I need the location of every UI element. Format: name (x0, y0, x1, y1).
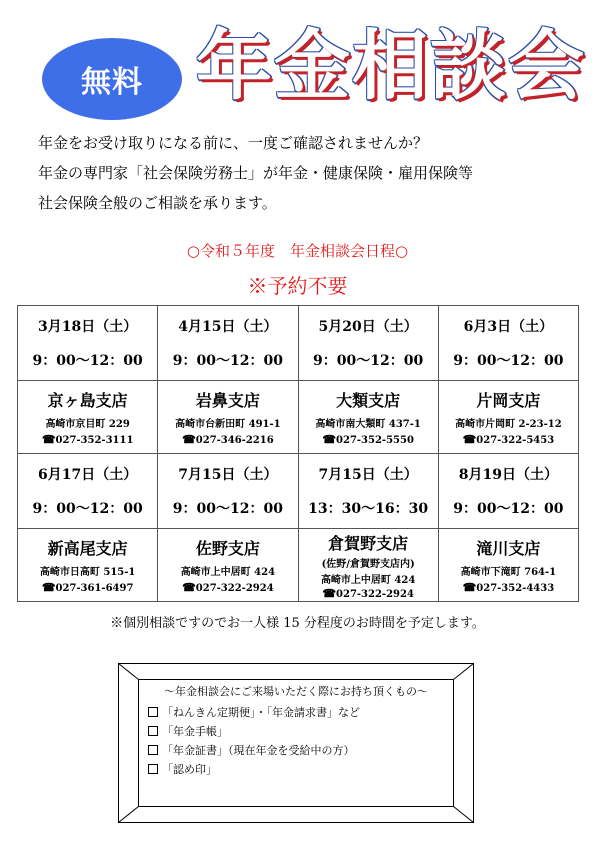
branch-cell (438, 529, 578, 602)
tel-number: 027-361-6497 (55, 583, 134, 594)
branch-name: 新高尾支店 (47, 539, 128, 558)
phone-icon: ☎ (322, 586, 337, 600)
branch-note: (佐野/倉賀野支店内) (321, 558, 415, 570)
intro-line: 年金をお受け取りになる前に、一度ご確認されませんか？ (38, 134, 429, 152)
table-row (18, 381, 579, 454)
session-date: 4月15日（土） (178, 319, 278, 335)
branch-cell (298, 381, 438, 454)
checkbox-icon (148, 707, 158, 717)
branch-name: 倉賀野支店 (328, 533, 409, 553)
bring-items-list (148, 703, 444, 779)
table-row (18, 529, 579, 602)
phone-icon: ☎ (462, 581, 477, 594)
session-time: 9：00〜12：00 (172, 353, 283, 369)
tel-number: 027-352-4433 (476, 583, 555, 594)
session-date: 5月20日（土） (318, 319, 418, 335)
branch-cell (298, 529, 438, 602)
session-time: 9：00〜12：00 (313, 353, 424, 369)
schedule-table (17, 305, 579, 602)
branch-name: 滝川支店 (476, 539, 541, 558)
session-date: 8月19日（土） (458, 467, 558, 483)
date-cell (298, 306, 438, 381)
branch-name: 片岡支店 (476, 391, 541, 410)
date-cell (158, 454, 298, 529)
branch-name: 佐野支店 (195, 539, 260, 558)
checkbox-icon (148, 726, 158, 736)
branch-tel (158, 433, 297, 446)
intro-line: 社会保険全般のご相談を承ります。 (38, 194, 277, 212)
branch-address: 高崎市片岡町 2-23-12 (455, 419, 562, 430)
bring-item-label: 「年金証書」（現在年金を受給中の方） (162, 744, 355, 757)
tel-number: 027-352-3111 (55, 435, 134, 446)
checkbox-icon (148, 764, 158, 774)
branch-tel (18, 433, 157, 446)
date-cell (158, 306, 298, 381)
list-item (148, 760, 444, 779)
free-badge-label: 無料 (81, 65, 143, 100)
branch-cell (158, 529, 298, 602)
tel-number: 027-322-5453 (476, 435, 555, 446)
session-time: 9：00〜12：00 (32, 501, 143, 517)
session-time: 9：00〜12：00 (172, 501, 283, 517)
branch-address: 高崎市日高町 515-1 (39, 567, 136, 578)
table-row (18, 306, 579, 381)
phone-icon: ☎ (322, 433, 337, 446)
branch-cell (438, 381, 578, 454)
branch-tel (18, 581, 157, 594)
session-time: 13：30〜16：30 (308, 501, 429, 517)
branch-address: 高崎市下滝町 764-1 (460, 567, 557, 578)
branch-name: 大類支店 (336, 391, 401, 410)
date-cell (298, 454, 438, 529)
phone-icon: ☎ (462, 433, 477, 446)
bring-items-heading: 〜年金相談会にご来場いただく際にお持ち頂くもの〜 (164, 685, 428, 698)
session-time: 9：00〜12：00 (32, 353, 143, 369)
session-date: 7月15日（土） (318, 467, 418, 483)
branch-cell (18, 381, 158, 454)
branch-cell (18, 529, 158, 602)
branch-address: 高崎市上中居町 424 (320, 574, 416, 586)
bring-item-label: 「認め印」 (162, 763, 217, 776)
page-title: 年金相談会 (196, 21, 586, 110)
session-date: 6月3日（土） (463, 319, 554, 335)
tel-number: 027-352-5550 (336, 435, 414, 446)
list-item (148, 741, 444, 760)
phone-icon: ☎ (182, 581, 196, 594)
date-cell (438, 306, 578, 381)
branch-tel (299, 433, 438, 446)
no-reservation-notice: ※予約不要 (247, 274, 348, 298)
session-date: 7月15日（土） (178, 467, 278, 483)
session-date: 6月17日（土） (38, 467, 138, 483)
table-row (18, 454, 579, 529)
branch-address: 高崎市南大類町 437-1 (315, 419, 421, 430)
session-time: 9：00〜12：00 (453, 501, 564, 517)
date-cell (438, 454, 578, 529)
branch-address: 高崎市京目町 229 (45, 419, 130, 430)
phone-icon: ☎ (41, 581, 56, 594)
phone-icon: ☎ (182, 433, 196, 446)
intro-line: 年金の専門家「社会保険労務士」が年金・健康保険・雇用保険等 (38, 164, 474, 182)
intro-text (38, 128, 473, 218)
branch-address: 高崎市上中居町 424 (180, 567, 276, 578)
branch-tel (158, 581, 297, 594)
tel-number: 027-322-2924 (195, 583, 274, 594)
session-time: 9：00〜12：00 (453, 353, 564, 369)
bring-items-box (118, 663, 474, 823)
date-cell (18, 306, 158, 381)
branch-name: 京ヶ島支店 (47, 391, 128, 410)
phone-icon: ☎ (41, 433, 56, 446)
branch-address: 高崎市台新田町 491-1 (175, 419, 281, 430)
branch-cell (158, 381, 298, 454)
session-date: 3月18日（土） (38, 319, 138, 335)
free-badge (42, 38, 182, 120)
branch-tel (299, 587, 438, 600)
list-item (148, 722, 444, 741)
branch-name: 岩鼻支店 (195, 391, 260, 410)
branch-tel (439, 433, 578, 446)
branch-tel (439, 581, 578, 594)
bring-item-label: 「ねんきん定期便」・「年金請求書」など (162, 706, 360, 719)
bring-items-content (148, 683, 444, 779)
date-cell (18, 454, 158, 529)
consultation-note: ※個別相談ですのでお一人様 15 分程度のお時間を予定します。 (110, 616, 485, 631)
tel-number: 027-346-2216 (195, 435, 274, 446)
tel-number: 027-322-2924 (336, 588, 414, 600)
checkbox-icon (148, 745, 158, 755)
list-item (148, 703, 444, 722)
bring-item-label: 「年金手帳」 (162, 725, 228, 738)
schedule-title: ○令和５年度 年金相談会日程○ (186, 242, 409, 260)
